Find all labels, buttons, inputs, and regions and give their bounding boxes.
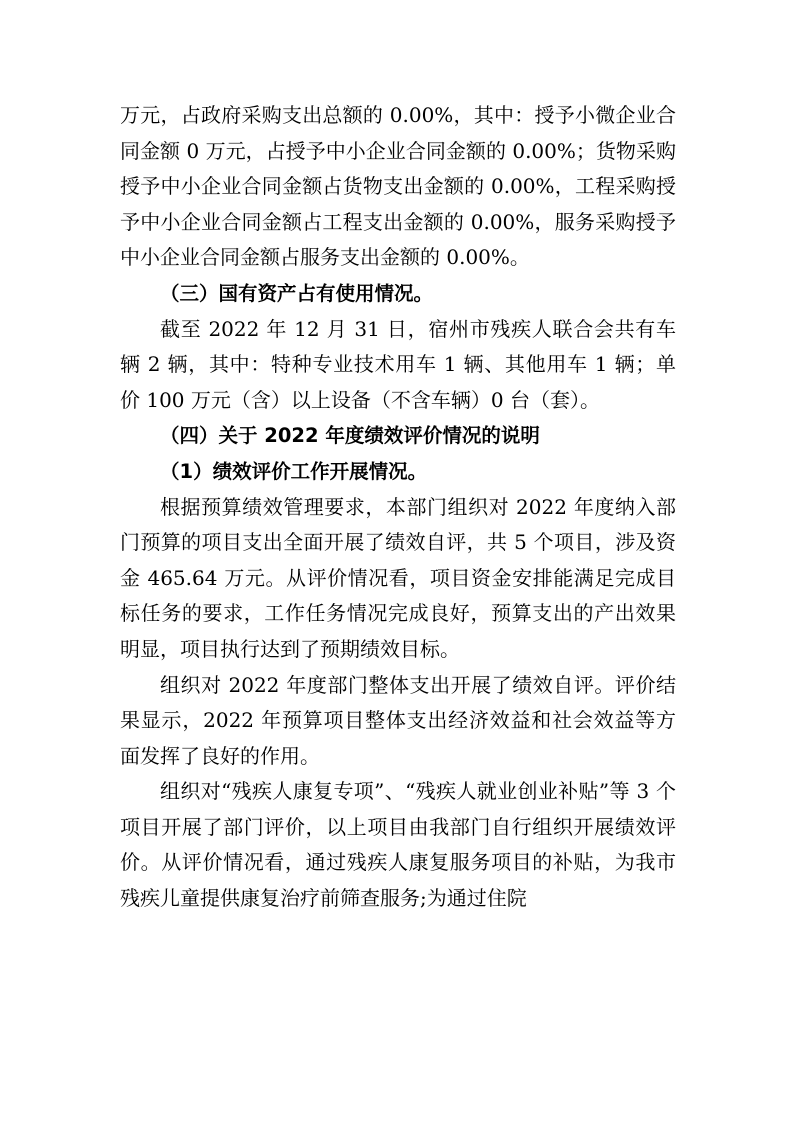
paragraph-project-self-evaluation: 根据预算绩效管理要求，本部门组织对 2022 年度纳入部门预算的项目支出全面开展了绩效自评，共 5 个项目，涉及资金 465.64 万元。从评价情况看，项目资金安排能满足完成目标任务的要求，工作任务情况完成良好，预算支出的产出效果明显，项目执行达到了预期绩效目标。 (120, 494, 676, 661)
paragraph-vehicles: 截至 2022 年 12 月 31 日，宿州市残疾人联合会共有车辆 2 辆，其中：特种专业技术用车 1 辆、其他用车 1 辆；单价 100 万元（含）以上设备（不含车辆）0 台（套）。 (120, 316, 676, 412)
paragraph-procurement-summary: 万元，占政府采购支出总额的 0.00%，其中：授予小微企业合同金额 0 万元，占授予中小企业合同金额的 0.00%；货物采购授予中小企业合同金额占货物支出金额的 0.00%，工程采购授予中小企业合同金额占工程支出金额的 0.00%，服务采购授予中小企业合同金额占服务支出金额的 0.00%。 (120, 103, 676, 270)
paragraph-department-evaluation: 组织对“残疾人康复专项”、“残疾人就业创业补贴”等 3 个项目开展了部门评价，以上项目由我部门自行组织开展绩效评价。从评价情况看，通过残疾人康复服务项目的补贴，为我市残疾儿童提供康复治疗前筛查服务;为通过住院 (120, 779, 676, 911)
heading-evaluation-work: （1）绩效评价工作开展情况。 (160, 459, 428, 483)
heading-state-assets: （三）国有资产占有使用情况。 (160, 281, 434, 305)
document-body (120, 98, 676, 917)
paragraph-overall-expenditure-evaluation: 组织对 2022 年度部门整体支出开展了绩效自评。评价结果显示，2022 年预算项目整体支出经济效益和社会效益等方面发挥了良好的作用。 (120, 672, 676, 768)
heading-performance-evaluation: （四）关于 2022 年度绩效评价情况的说明 (160, 424, 540, 448)
